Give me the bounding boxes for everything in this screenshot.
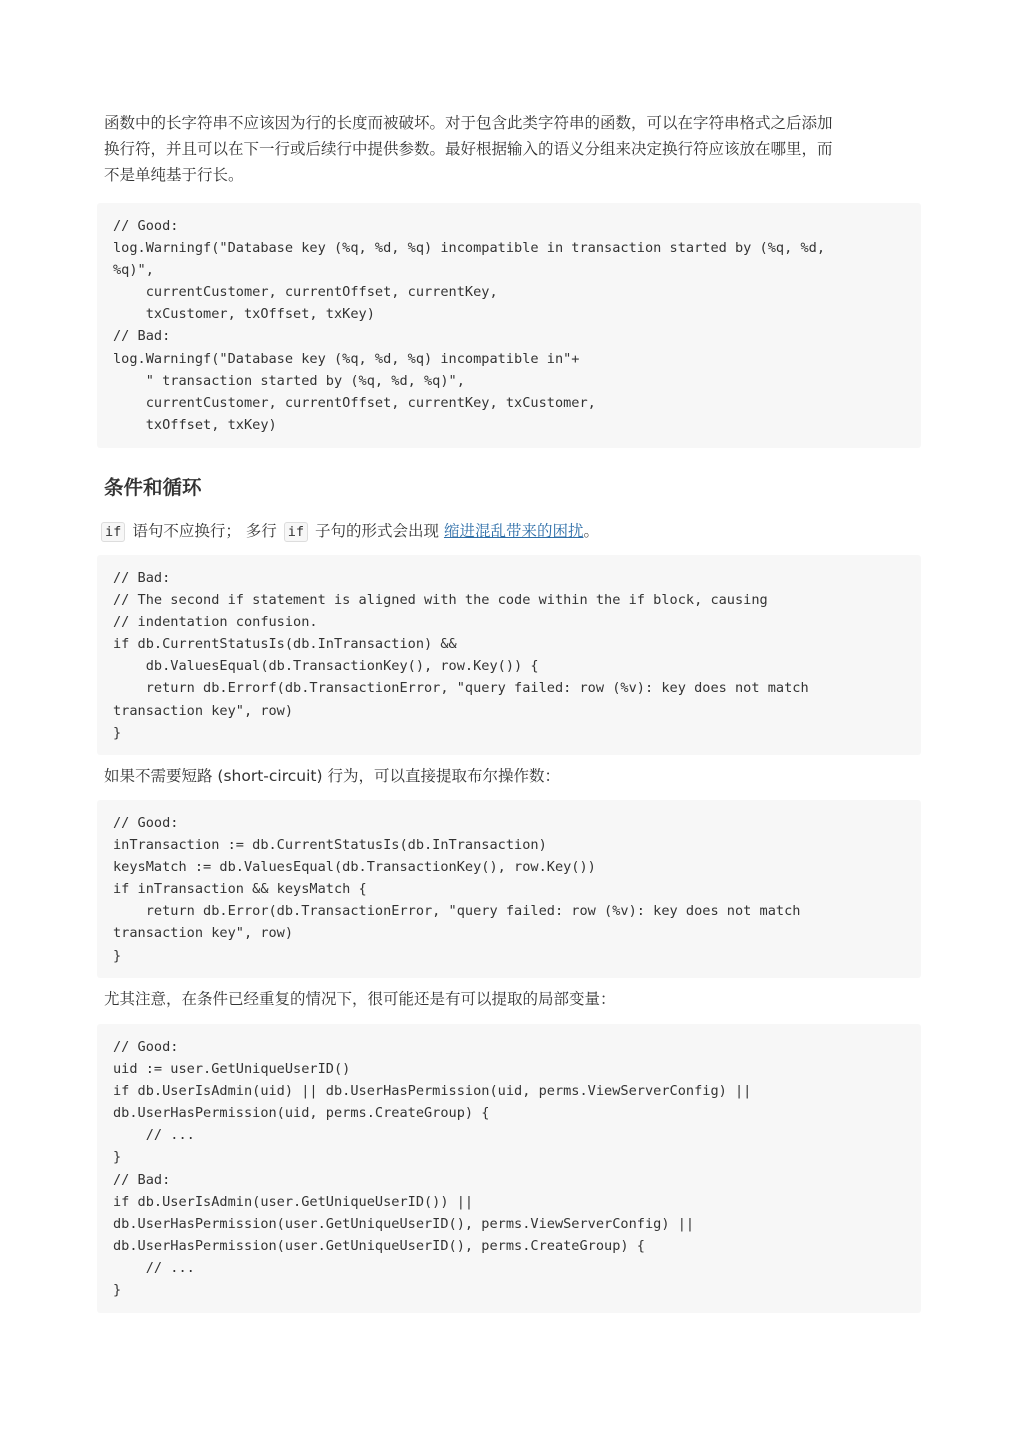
- code-line: if db.CurrentStatusIs(db.InTransaction) &&: [113, 636, 457, 653]
- code-line: db.UserHasPermission(user.GetUniqueUserID(), perms.ViewServerConfig) ||: [113, 1215, 695, 1232]
- intro-line: 不是单纯基于行长。: [104, 166, 244, 184]
- intro-line: 函数中的长字符串不应该因为行的长度而被破坏。对于包含此类字符串的函数，可以在字符串格式之后添加: [104, 114, 833, 132]
- code-line: return db.Error(db.TransactionError, "query failed: row (%v): key does not match: [113, 903, 801, 920]
- code-block-long-string: [97, 203, 921, 448]
- code-line: db.ValuesEqual(db.TransactionKey(), row.Key()) {: [113, 658, 539, 675]
- code-line: // Good:: [113, 218, 179, 234]
- code-line: return db.Errorf(db.TransactionError, "query failed: row (%v): key does not match: [113, 680, 809, 697]
- code-line: }: [113, 1149, 122, 1166]
- code-line: }: [113, 1282, 122, 1299]
- code-line: // The second if statement is aligned with the code within the if block, causing: [113, 592, 768, 609]
- paragraph-text: 。: [583, 522, 599, 540]
- local-variable-paragraph: 尤其注意，在条件已经重复的情况下，很可能还是有可以提取的局部变量：: [104, 990, 616, 1008]
- code-line: if db.UserIsAdmin(uid) || db.UserHasPermission(uid, perms.ViewServerConfig) ||: [113, 1083, 752, 1100]
- code-line: // Good:: [113, 1039, 179, 1055]
- code-line: uid := user.GetUniqueUserID(): [113, 1061, 351, 1078]
- code-line: currentCustomer, currentOffset, currentKey, txCustomer,: [113, 394, 596, 411]
- code-block-bad-if: [97, 555, 921, 755]
- code-line: // Good:: [113, 815, 179, 831]
- code-line: txOffset, txKey): [113, 416, 277, 433]
- code-line: log.Warningf("Database key (%q, %d, %q) incompatible in"+: [113, 350, 580, 367]
- code-line: // Bad:: [113, 328, 171, 345]
- code-line: txCustomer, txOffset, txKey): [113, 306, 375, 323]
- paragraph-text: 语句不应换行； 多行: [132, 522, 277, 540]
- code-line: }: [113, 724, 122, 741]
- code-line: keysMatch := db.ValuesEqual(db.TransactionKey(), row.Key()): [113, 859, 596, 876]
- inline-code-if: if: [101, 522, 125, 542]
- code-line: transaction key", row): [113, 702, 294, 719]
- code-line: currentCustomer, currentOffset, currentKey,: [113, 284, 498, 301]
- code-line: inTransaction := db.CurrentStatusIs(db.InTransaction): [113, 837, 547, 854]
- code-line: " transaction started by (%q, %d, %q)",: [113, 372, 465, 389]
- code-block-local-variable: [97, 1024, 921, 1313]
- code-line: %q)",: [113, 262, 154, 279]
- intro-line: 换行符，并且可以在下一行或后续行中提供参数。最好根据输入的语义分组来决定换行符应该放在哪里，而: [104, 140, 833, 158]
- section-heading: 条件和循环: [104, 476, 202, 499]
- code-line: // Bad:: [113, 1171, 171, 1188]
- short-circuit-paragraph: 如果不需要短路 (short-circuit) 行为，可以直接提取布尔操作数：: [104, 767, 560, 785]
- code-block-extract-operands: [97, 800, 921, 978]
- code-line: db.UserHasPermission(user.GetUniqueUserID(), perms.CreateGroup) {: [113, 1237, 645, 1254]
- code-line: if db.UserIsAdmin(user.GetUniqueUserID()) ||: [113, 1193, 474, 1210]
- code-line: transaction key", row): [113, 925, 294, 942]
- if-paragraph: [104, 518, 910, 545]
- code-line: if inTransaction && keysMatch {: [113, 881, 367, 898]
- code-line: }: [113, 947, 122, 964]
- code-line: log.Warningf("Database key (%q, %d, %q) incompatible in transaction started by (%q, %d,: [113, 240, 826, 257]
- code-line: db.UserHasPermission(uid, perms.CreateGroup) {: [113, 1105, 490, 1122]
- code-line: // Bad:: [113, 570, 171, 586]
- code-line: // indentation confusion.: [113, 614, 318, 631]
- paragraph-text: 子句的形式会出现: [315, 522, 440, 540]
- intro-paragraph: [104, 110, 910, 188]
- indentation-confusion-link[interactable]: 缩进混乱带来的困扰: [443, 522, 584, 540]
- code-line: // ...: [113, 1127, 195, 1144]
- code-line: // ...: [113, 1259, 195, 1276]
- inline-code-if: if: [284, 522, 308, 542]
